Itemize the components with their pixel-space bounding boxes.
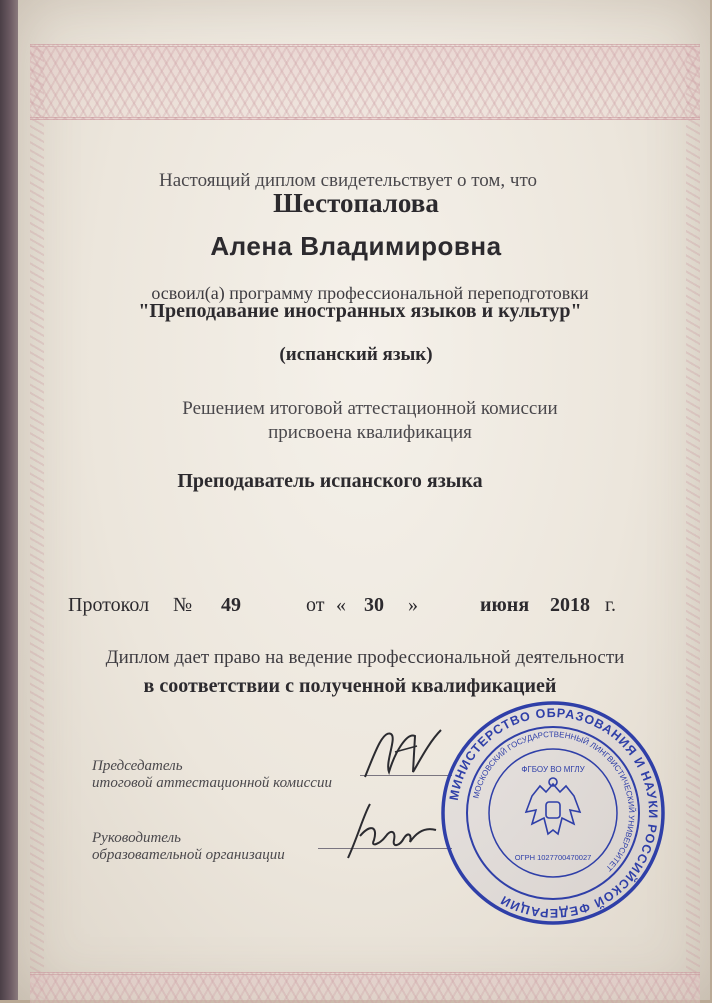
head-signature bbox=[340, 796, 450, 866]
protocol-year-suffix: г. bbox=[605, 594, 616, 616]
protocol-label: Протокол bbox=[68, 594, 150, 616]
commission-decision-line1: Решением итоговой аттестационной комиссии bbox=[182, 398, 558, 419]
mastered-program-text: освоил(а) программу профессиональной переподготовки bbox=[151, 283, 589, 303]
qualification-title: Преподаватель испанского языка bbox=[177, 470, 483, 492]
protocol-year: 2018 bbox=[550, 594, 590, 616]
commission-decision-line2: присвоена квалификация bbox=[268, 422, 472, 443]
certificate-intro: Настоящий диплом свидетельствует о том, что bbox=[158, 170, 538, 191]
protocol-from: от bbox=[306, 594, 325, 616]
graduate-given-names: Алена Владимировна bbox=[210, 231, 502, 261]
program-title: "Преподавание иностранных языков и культур" bbox=[138, 300, 582, 322]
guilloche-border-top bbox=[30, 44, 700, 120]
head-role-line1: Руководитель bbox=[92, 830, 181, 846]
protocol-month: июня bbox=[480, 594, 530, 616]
seal-outer-text: МИНИСТЕРСТВО ОБРАЗОВАНИЯ И НАУКИ РОССИЙСКОЙ ФЕДЕРАЦИИ bbox=[446, 705, 661, 921]
protocol-number-sign: № bbox=[173, 594, 193, 616]
seal-ogrn: ОГРН 1027700470027 bbox=[514, 853, 592, 862]
graduate-surname: Шестопалова bbox=[273, 188, 439, 218]
protocol-quote-open: « bbox=[336, 594, 346, 616]
rights-line1: Диплом дает право на ведение профессиональной деятельности bbox=[105, 647, 625, 668]
protocol-number: 49 bbox=[221, 594, 241, 616]
chairman-role-line2: итоговой аттестационной комиссии bbox=[92, 775, 332, 791]
protocol-day: 30 bbox=[364, 594, 384, 616]
program-subtitle: (испанский язык) bbox=[279, 344, 433, 365]
seal-inner-text: МОСКОВСКИЙ ГОСУДАРСТВЕННЫЙ ЛИНГВИСТИЧЕСКИЙ УНИВЕРСИТЕТ bbox=[471, 729, 637, 873]
cover-edge-label bbox=[4, 70, 18, 370]
guilloche-border-bottom bbox=[30, 972, 700, 1003]
protocol-quote-close: » bbox=[408, 594, 418, 616]
chairman-role bbox=[92, 758, 332, 792]
official-seal bbox=[440, 700, 666, 926]
seal-abbr: ФГБОУ ВО МГЛУ bbox=[521, 765, 585, 774]
head-role-line2: образовательной организации bbox=[92, 847, 285, 863]
rights-line2: в соответствии с полученной квалификацией bbox=[143, 675, 557, 697]
chairman-role-line1: Председатель bbox=[92, 758, 183, 774]
head-role bbox=[92, 830, 285, 864]
